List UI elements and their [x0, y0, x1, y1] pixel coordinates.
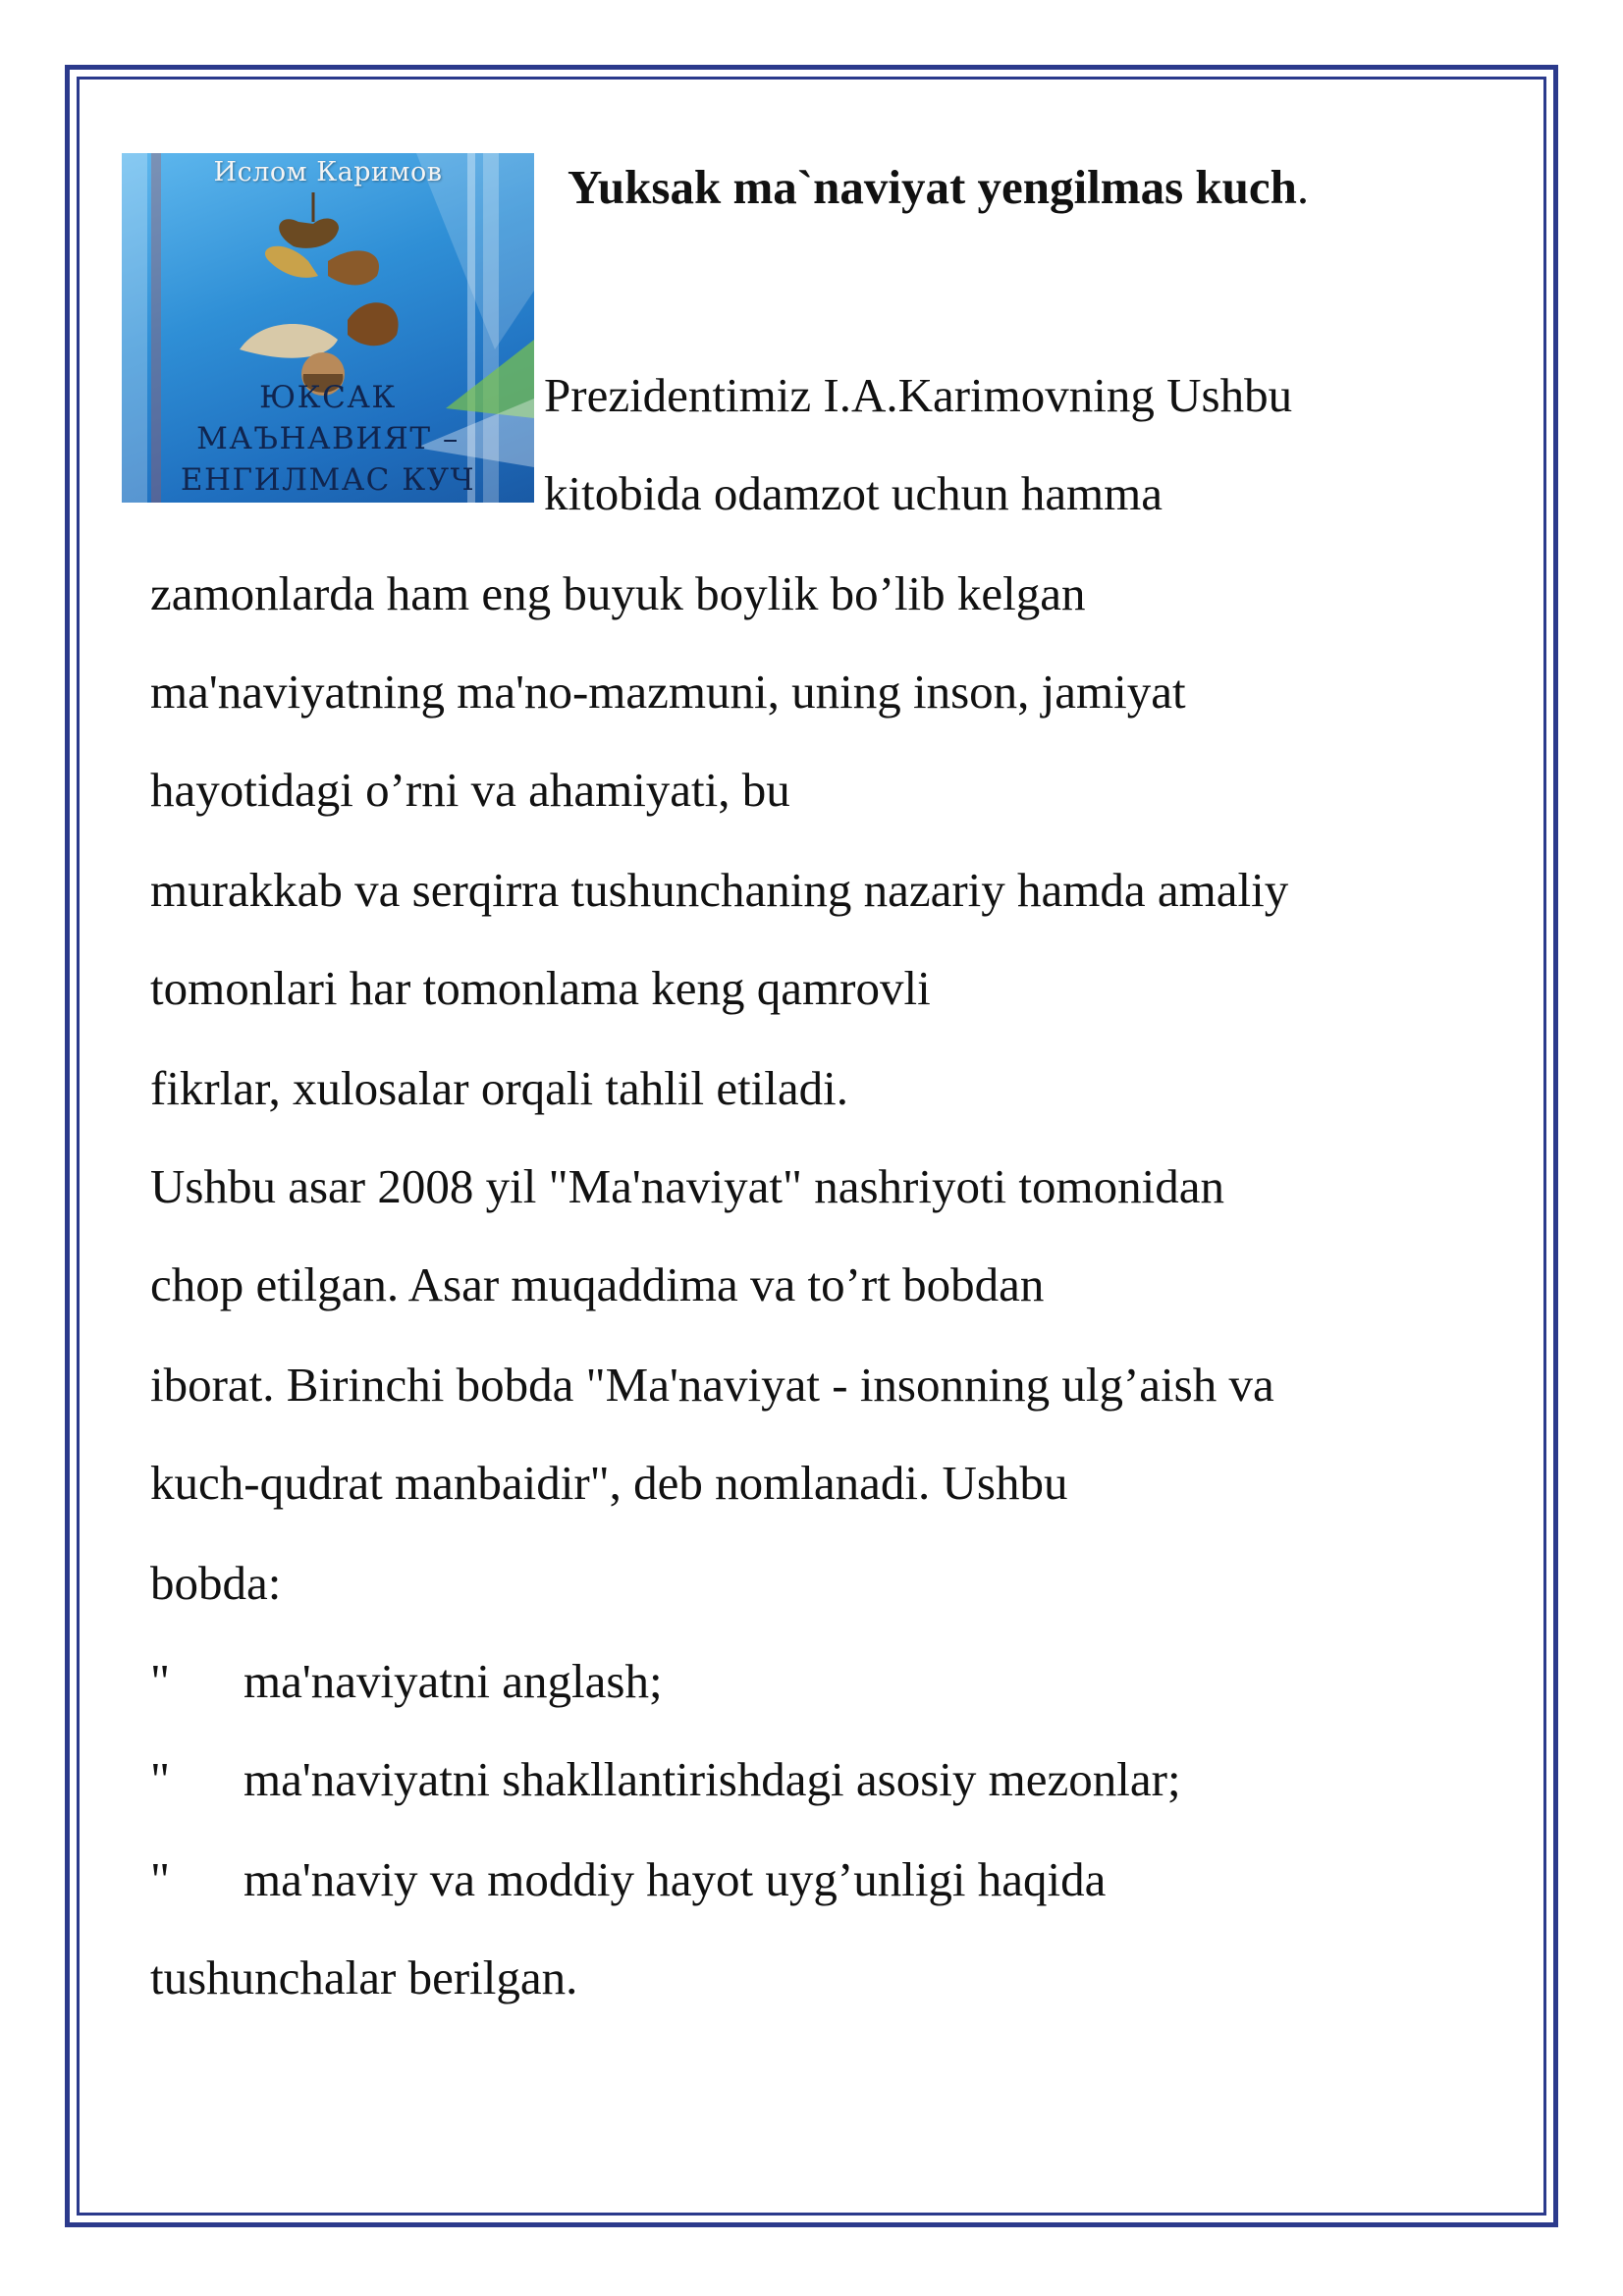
cover-title-line-2: МАЪНАВИЯТ – [196, 421, 460, 456]
body-line-2: kitobida odamzot uchun hamma [544, 466, 1163, 520]
heading-period: . [1296, 160, 1310, 214]
body-line-5: hayotidagi o’rni va ahamiyati, bu [150, 763, 790, 817]
body-line-6: murakkab va serqirra tushunchaning nazariy hamda amaliy [150, 863, 1289, 917]
body-line-7: tomonlari har tomonlama keng qamrovli [150, 961, 931, 1015]
cover-title-line-1: ЮКСАК [259, 380, 397, 415]
body-line-13: bobda: [150, 1556, 282, 1610]
body-line-9: Ushbu asar 2008 yil "Ma'naviyat" nashriyoti tomonidan [150, 1159, 1225, 1213]
book-cover-image [122, 153, 534, 503]
body-line-11: iborat. Birinchi bobda "Ma'naviyat - insonning ulg’aish va [150, 1358, 1274, 1412]
cover-title-line-3: ЕНГИЛМАС КУЧ [180, 462, 476, 498]
body-line-3: zamonlarda ham eng buyuk boylik bo’lib kelgan [150, 566, 1086, 620]
bullet-item-1: ma'naviyatni anglash; [243, 1654, 663, 1708]
cover-author: Ислом Каримов [213, 157, 443, 187]
bullet-mark-1: " [150, 1654, 171, 1708]
heading-text: Yuksak ma`naviyat yengilmas kuch [568, 160, 1297, 214]
body-line-10: chop etilgan. Asar muqaddima va to’rt bobdan [150, 1257, 1045, 1311]
bullet-item-2: ma'naviyatni shakllantirishdagi asosiy mezonlar; [243, 1752, 1181, 1806]
bullet-mark-2: " [150, 1752, 171, 1806]
bullet-mark-3: " [150, 1852, 171, 1906]
page-heading [568, 159, 1309, 215]
closing-line: tushunchalar berilgan. [150, 1950, 578, 2004]
body-line-4: ma'naviyatning ma'no-mazmuni, uning inson, jamiyat [150, 665, 1186, 719]
body-line-1: Prezidentimiz I.A.Karimovning Ushbu [544, 368, 1293, 422]
body-line-8: fikrlar, xulosalar orqali tahlil etiladi. [150, 1061, 849, 1115]
body-line-12: kuch-qudrat manbaidir", deb nomlanadi. Ushbu [150, 1456, 1068, 1510]
bullet-item-3: ma'naviy va moddiy hayot uyg’unligi haqida [243, 1852, 1107, 1906]
